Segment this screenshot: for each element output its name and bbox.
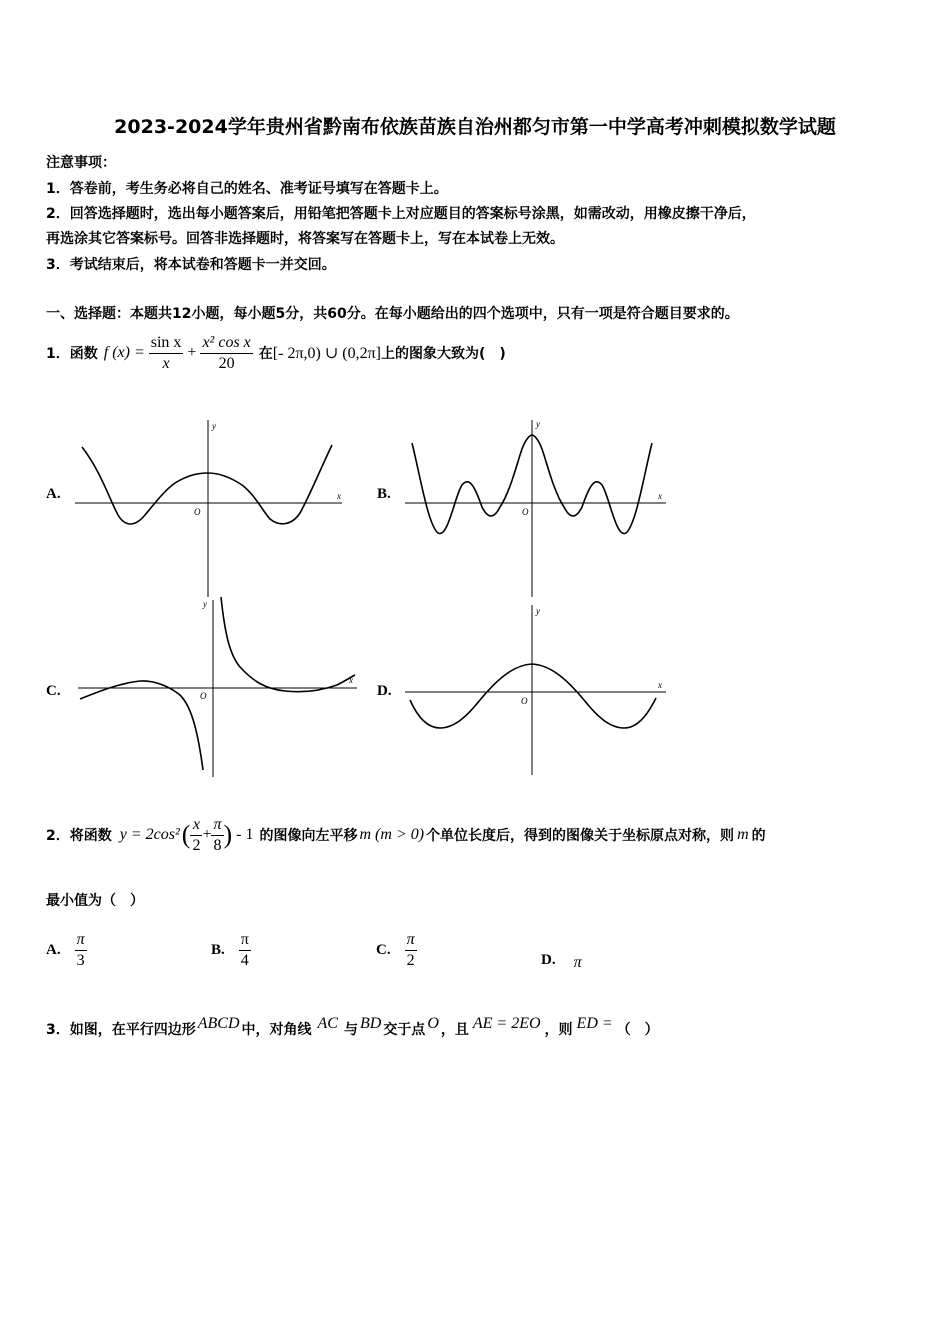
q3-bd: BD [359, 1015, 382, 1032]
q3-eq: AE = 2EO [472, 1015, 541, 1032]
q2-a-num: π [75, 930, 87, 951]
q3-yu: 与 [343, 1022, 358, 1038]
q1-option-c-label: C. [46, 683, 61, 699]
q2-y: y = 2cos² [119, 826, 180, 843]
q1-frac1-den: x [162, 354, 170, 372]
page-title: 2023-2024学年贵州省黔南布依族苗族自治州都匀市第一中学高考冲刺模拟数学试题 [114, 116, 836, 138]
q1-frac2-den: 20 [218, 354, 235, 372]
q1-tail: 上的图象大致为( ) [380, 346, 506, 362]
q3-ze: ，则 [544, 1022, 573, 1038]
q2-option-b-frac [239, 930, 251, 971]
question-2 [46, 810, 766, 860]
notice-item-2: 2．回答选择题时，选出每小题答案后，用铅笔把答题卡上对应题目的答案标号涂黑，如需改动，用橡皮擦干净后， [46, 206, 756, 222]
graph-c-curve-right [221, 597, 355, 692]
q2-option-a [46, 930, 87, 971]
section-heading: 一、选择题：本题共12小题，每小题5分，共60分。在每小题给出的四个选项中，只有一项是符合题目要求的。 [46, 306, 739, 322]
q2-option-c [376, 930, 417, 971]
q2-m-expr: m (m > 0) [359, 826, 425, 843]
notice-item-2-cont: 再选涂其它答案标号。回答非选择题时，将答案写在答题卡上，写在本试卷上无效。 [46, 231, 564, 247]
q2-frac-pi-num: π [211, 815, 223, 836]
q1-option-a-label: A. [46, 486, 61, 502]
q2-de: 的 [751, 828, 766, 844]
q2-c-den: 2 [406, 952, 415, 969]
q1-at: 在 [258, 346, 273, 362]
q1-frac1-num: sin x [149, 333, 184, 354]
q1-interval: [- 2π,0) ∪ (0,2π] [272, 345, 381, 362]
notice-item-3: 3．考试结束后，将本试卷和答题卡一并交回。 [46, 257, 336, 273]
graph-d-x-label: x [658, 680, 662, 690]
q2-frac-x-den: 2 [192, 836, 201, 854]
q2-frac-x-num: x [190, 815, 202, 836]
graph-c-curve-left [80, 681, 203, 770]
graph-c-x-label: x [349, 675, 353, 685]
q2-number: 2．将函数 [46, 828, 112, 844]
q1-frac-sinx [149, 333, 184, 374]
q1-graph-d [400, 600, 670, 780]
q1-number: 1．函数 [46, 346, 98, 362]
q2-mid: 的图像向左平移 [259, 828, 358, 844]
q2-plus: + [202, 826, 212, 843]
q2-paren-close: ) [223, 820, 233, 849]
q1-graph-a [70, 415, 350, 600]
graph-a-y-label: y [212, 421, 216, 431]
q1-frac-x2cosx [200, 333, 252, 374]
q3-zhong: 中，对角线 [241, 1022, 312, 1038]
notice-heading: 注意事项： [46, 155, 116, 171]
q2-tail: 个单位长度后，得到的图像关于坐标原点对称，则 [426, 828, 735, 844]
q3-abcd: ABCD [197, 1015, 240, 1032]
q2-option-d-label: D. [541, 951, 556, 968]
q2-b-den: 4 [240, 952, 249, 969]
graph-c-origin: O [200, 691, 207, 701]
question-1 [46, 328, 506, 378]
graph-a-x-label: x [337, 491, 341, 501]
graph-d-y-label: y [536, 606, 540, 616]
graph-c-y-label: y [203, 599, 207, 609]
q1-plus: + [187, 344, 197, 361]
q2-minus-one: - 1 [236, 826, 254, 843]
q1-option-b-label: B. [377, 486, 391, 502]
q2-option-d-value: π [573, 954, 582, 971]
q1-frac2-num: x² cos x [200, 333, 252, 354]
q2-option-c-frac [405, 930, 417, 971]
q2-frac-pi8 [211, 815, 223, 856]
notice-item-1: 1．答卷前，考生务必将自己的姓名、准考证号填写在答题卡上。 [46, 181, 448, 197]
q3-ac: AC [317, 1015, 338, 1032]
q3-qie: ，且 [440, 1022, 469, 1038]
graph-b-y-label: y [536, 419, 540, 429]
graph-d-origin: O [521, 696, 528, 706]
q2-option-d [541, 948, 582, 972]
q2-option-a-label: A. [46, 942, 61, 958]
q2-option-a-frac [75, 930, 87, 971]
q2-option-c-label: C. [376, 942, 391, 958]
q2-a-den: 3 [76, 952, 85, 969]
q2-m: m [737, 826, 749, 843]
q3-tail: （ ） [616, 1022, 659, 1038]
q3-ed: ED = [576, 1015, 613, 1032]
q2-b-num: π [239, 930, 251, 951]
q3-o: O [427, 1015, 439, 1032]
q2-option-b-label: B. [211, 942, 225, 958]
graph-b-x-label: x [658, 491, 662, 501]
q3-number: 3．如图，在平行四边形 [46, 1022, 196, 1038]
q2-paren-open: ( [181, 820, 191, 849]
q1-option-d-label: D. [377, 683, 392, 699]
q1-fx: f (x) = [103, 344, 145, 361]
graph-d-curve [410, 664, 656, 728]
q1-graph-c [75, 595, 360, 780]
question-3 [46, 1012, 659, 1046]
graph-a-curve [82, 445, 332, 524]
graph-b-origin: O [522, 507, 529, 517]
q2-option-b [211, 930, 251, 971]
q2-frac-pi-den: 8 [213, 836, 222, 854]
graph-a-origin: O [194, 507, 201, 517]
q1-graph-b [400, 415, 670, 600]
q2-c-num: π [405, 930, 417, 951]
q3-jiao: 交于点 [383, 1022, 426, 1038]
q2-line2: 最小值为（ ） [46, 893, 144, 909]
q2-frac-x2 [190, 815, 202, 856]
